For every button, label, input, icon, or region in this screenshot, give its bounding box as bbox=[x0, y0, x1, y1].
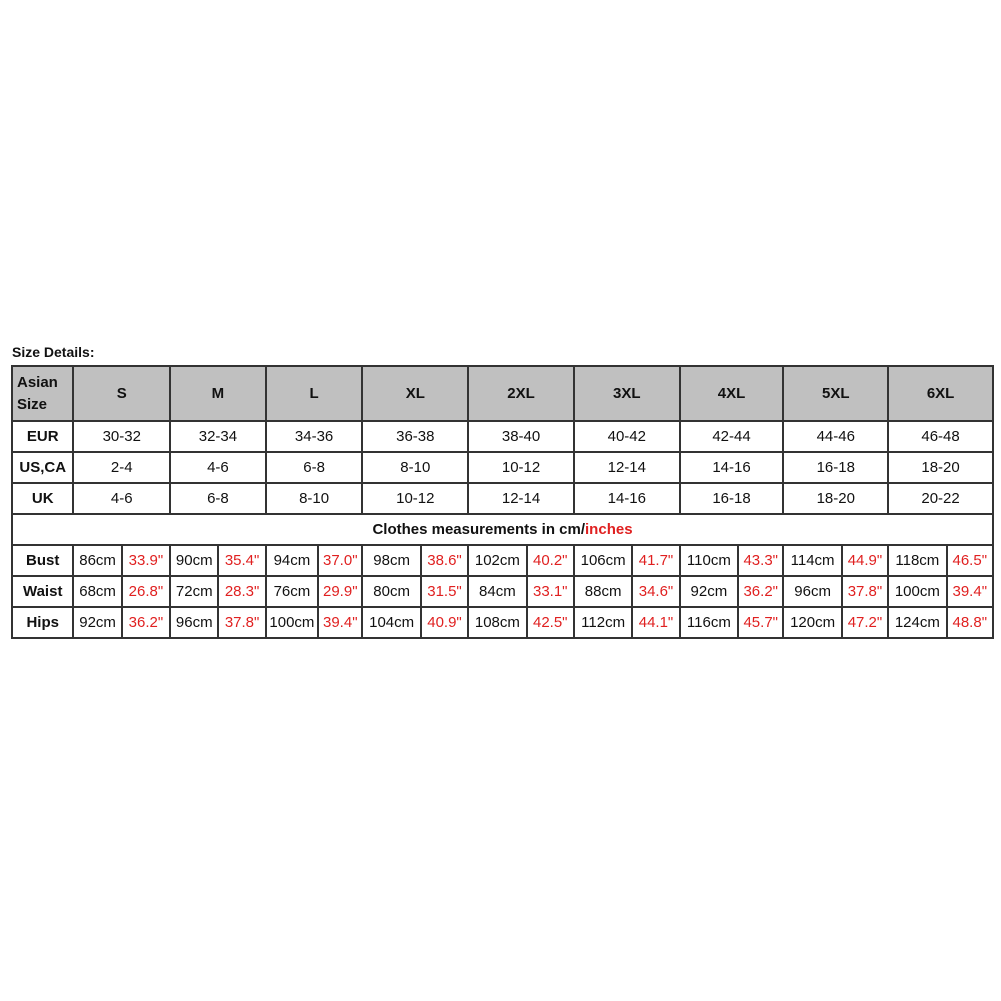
us-ca-value: 8-10 bbox=[362, 452, 468, 483]
hips-cm: 116cm bbox=[680, 607, 738, 638]
eur-value: 36-38 bbox=[362, 421, 468, 452]
row-label-bust: Bust bbox=[12, 545, 73, 576]
us-ca-value: 12-14 bbox=[574, 452, 680, 483]
hips-cm: 108cm bbox=[468, 607, 526, 638]
waist-inches: 29.9" bbox=[318, 576, 362, 607]
waist-inches: 36.2" bbox=[738, 576, 783, 607]
table-row-us-ca bbox=[12, 452, 993, 483]
bust-cm: 114cm bbox=[783, 545, 841, 576]
size-chart-table bbox=[11, 365, 994, 639]
row-label-hips: Hips bbox=[12, 607, 73, 638]
waist-inches: 34.6" bbox=[632, 576, 679, 607]
eur-value: 42-44 bbox=[680, 421, 784, 452]
uk-value: 12-14 bbox=[468, 483, 574, 514]
uk-value: 18-20 bbox=[783, 483, 888, 514]
size-header-6xl: 6XL bbox=[888, 366, 993, 421]
hips-cm: 112cm bbox=[574, 607, 632, 638]
bust-cm: 94cm bbox=[266, 545, 318, 576]
bust-cm: 90cm bbox=[170, 545, 218, 576]
waist-inches: 31.5" bbox=[421, 576, 468, 607]
eur-value: 32-34 bbox=[170, 421, 266, 452]
hips-inches: 40.9" bbox=[421, 607, 468, 638]
uk-value: 16-18 bbox=[680, 483, 784, 514]
eur-value: 30-32 bbox=[73, 421, 170, 452]
uk-value: 20-22 bbox=[888, 483, 993, 514]
us-ca-value: 10-12 bbox=[468, 452, 574, 483]
waist-cm: 76cm bbox=[266, 576, 318, 607]
bust-cm: 86cm bbox=[73, 545, 121, 576]
us-ca-value: 16-18 bbox=[783, 452, 888, 483]
waist-cm: 100cm bbox=[888, 576, 946, 607]
size-header-2xl: 2XL bbox=[468, 366, 574, 421]
eur-value: 38-40 bbox=[468, 421, 574, 452]
waist-cm: 84cm bbox=[468, 576, 526, 607]
hips-cm: 120cm bbox=[783, 607, 841, 638]
bust-inches: 33.9" bbox=[122, 545, 170, 576]
eur-value: 44-46 bbox=[783, 421, 888, 452]
bust-inches: 40.2" bbox=[527, 545, 574, 576]
waist-inches: 37.8" bbox=[842, 576, 888, 607]
measurements-title-inches: inches bbox=[585, 521, 633, 538]
size-header-3xl: 3XL bbox=[574, 366, 680, 421]
uk-value: 14-16 bbox=[574, 483, 680, 514]
waist-cm: 72cm bbox=[170, 576, 218, 607]
waist-inches: 39.4" bbox=[947, 576, 993, 607]
waist-cm: 96cm bbox=[783, 576, 841, 607]
eur-value: 40-42 bbox=[574, 421, 680, 452]
eur-value: 46-48 bbox=[888, 421, 993, 452]
bust-inches: 37.0" bbox=[318, 545, 362, 576]
bust-inches: 35.4" bbox=[218, 545, 265, 576]
row-label-uk: UK bbox=[12, 483, 73, 514]
hips-inches: 39.4" bbox=[318, 607, 362, 638]
waist-cm: 88cm bbox=[574, 576, 632, 607]
row-label-waist: Waist bbox=[12, 576, 73, 607]
header-row bbox=[12, 366, 993, 421]
hips-inches: 45.7" bbox=[738, 607, 783, 638]
waist-cm: 68cm bbox=[73, 576, 121, 607]
waist-inches: 33.1" bbox=[527, 576, 574, 607]
table-row-hips bbox=[12, 607, 993, 638]
uk-value: 4-6 bbox=[73, 483, 170, 514]
bust-inches: 41.7" bbox=[632, 545, 679, 576]
hips-inches: 48.8" bbox=[947, 607, 993, 638]
us-ca-value: 4-6 bbox=[170, 452, 266, 483]
hips-inches: 42.5" bbox=[527, 607, 574, 638]
bust-cm: 118cm bbox=[888, 545, 946, 576]
size-header-m: M bbox=[170, 366, 266, 421]
hips-cm: 124cm bbox=[888, 607, 946, 638]
table-row-eur bbox=[12, 421, 993, 452]
hips-cm: 92cm bbox=[73, 607, 121, 638]
row-label-us-ca: US,CA bbox=[12, 452, 73, 483]
hips-cm: 100cm bbox=[266, 607, 318, 638]
uk-value: 10-12 bbox=[362, 483, 468, 514]
hips-inches: 37.8" bbox=[218, 607, 265, 638]
waist-cm: 80cm bbox=[362, 576, 420, 607]
measurements-title-prefix: Clothes measurements in cm/ bbox=[372, 521, 586, 538]
bust-cm: 110cm bbox=[680, 545, 738, 576]
measurements-title bbox=[12, 514, 993, 545]
bust-inches: 46.5" bbox=[947, 545, 993, 576]
hips-inches: 47.2" bbox=[842, 607, 888, 638]
size-details-caption: Size Details: bbox=[12, 344, 95, 360]
size-header-4xl: 4XL bbox=[680, 366, 784, 421]
hips-inches: 44.1" bbox=[632, 607, 679, 638]
waist-inches: 26.8" bbox=[122, 576, 170, 607]
size-header-xl: XL bbox=[362, 366, 468, 421]
table-row-waist bbox=[12, 576, 993, 607]
row-label-eur: EUR bbox=[12, 421, 73, 452]
hips-cm: 104cm bbox=[362, 607, 420, 638]
us-ca-value: 14-16 bbox=[680, 452, 784, 483]
hips-cm: 96cm bbox=[170, 607, 218, 638]
table-row-bust bbox=[12, 545, 993, 576]
us-ca-value: 2-4 bbox=[73, 452, 170, 483]
size-header-5xl: 5XL bbox=[783, 366, 888, 421]
hips-inches: 36.2" bbox=[122, 607, 170, 638]
size-header-l: L bbox=[266, 366, 363, 421]
bust-inches: 43.3" bbox=[738, 545, 783, 576]
uk-value: 6-8 bbox=[170, 483, 266, 514]
bust-cm: 98cm bbox=[362, 545, 420, 576]
bust-cm: 106cm bbox=[574, 545, 632, 576]
measurements-title-row bbox=[12, 514, 993, 545]
us-ca-value: 6-8 bbox=[266, 452, 363, 483]
bust-inches: 44.9" bbox=[842, 545, 888, 576]
table-row-uk bbox=[12, 483, 993, 514]
waist-cm: 92cm bbox=[680, 576, 738, 607]
size-header-s: S bbox=[73, 366, 170, 421]
uk-value: 8-10 bbox=[266, 483, 363, 514]
us-ca-value: 18-20 bbox=[888, 452, 993, 483]
eur-value: 34-36 bbox=[266, 421, 363, 452]
asian-size-header: Asian Size bbox=[12, 366, 73, 421]
waist-inches: 28.3" bbox=[218, 576, 265, 607]
bust-cm: 102cm bbox=[468, 545, 526, 576]
bust-inches: 38.6" bbox=[421, 545, 468, 576]
